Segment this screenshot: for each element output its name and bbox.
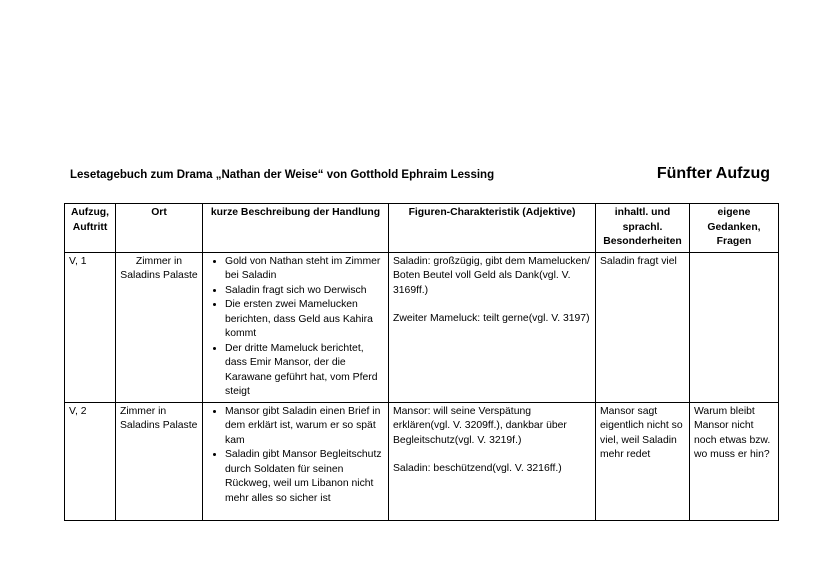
header-language: inhaltl. und sprachl. Besonderheiten	[596, 204, 690, 253]
list-item: • Saladin fragt sich wo Derwisch	[225, 284, 384, 299]
cell-place: Zimmer in Saladins Palaste	[116, 252, 203, 402]
list-item: • Saladin gibt Mansor Begleitschutz durch Soldaten für seinen Rückweg, weil um Libanon nicht mehr alles so sicher ist	[225, 448, 384, 506]
cell-plot	[203, 402, 389, 520]
table-row	[65, 402, 779, 520]
plot-list	[207, 405, 384, 507]
header-characteristics: Figuren-Charakteristik (Adjektive)	[389, 204, 596, 253]
act-heading: Fünfter Aufzug	[656, 165, 770, 182]
cell-own-thoughts: Warum bleibt Mansor nicht noch etwas bzw. wo muss er hin?	[690, 402, 779, 520]
char-entry: Saladin: beschützend(vgl. V. 3216ff.)	[393, 463, 562, 474]
list-item: • Der dritte Mameluck berichtet, dass Emir Mansor, der die Karawane geführt hat, vom Pferd steigt	[225, 342, 384, 400]
cell-place: Zimmer in Saladins Palaste	[116, 402, 203, 520]
header-place: Ort	[116, 204, 203, 253]
cell-characteristics	[389, 252, 596, 402]
cell-language: Saladin fragt viel	[596, 252, 690, 402]
list-item: • Gold von Nathan steht im Zimmer bei Saladin	[225, 255, 384, 284]
cell-characteristics	[389, 402, 596, 520]
list-item: • Mansor gibt Saladin einen Brief in dem erklärt ist, warum er so spät kam	[225, 405, 384, 449]
header-scene: Aufzug, Auftritt	[65, 204, 116, 253]
table-header-row	[65, 204, 779, 253]
header-plot: kurze Beschreibung der Handlung	[203, 204, 389, 253]
cell-scene: V, 1	[65, 252, 116, 402]
header-own-thoughts: eigene Gedanken, Fragen	[690, 204, 779, 253]
cell-scene: V, 2	[65, 402, 116, 520]
char-entry: Mansor: will seine Verspätung erklären(vgl. V. 3209ff.), dankbar über Begleitschutz(vgl. V. 3219f.)	[393, 405, 567, 446]
char-entry: Saladin: großzügig, gibt dem Mamelucken/ Boten Beutel voll Geld als Dank(vgl. V. 3169ff.)	[393, 255, 590, 296]
cell-language: Mansor sagt eigentlich nicht so viel, weil Saladin mehr redet	[596, 402, 690, 520]
reading-diary-table	[64, 203, 779, 521]
plot-list	[207, 255, 384, 400]
cell-own-thoughts	[690, 252, 779, 402]
cell-plot	[203, 252, 389, 402]
list-item: • Die ersten zwei Mamelucken berichten, dass Geld aus Kahira kommt	[225, 298, 384, 342]
table-row	[65, 252, 779, 402]
char-entry: Zweiter Mameluck: teilt gerne(vgl. V. 3197)	[393, 313, 590, 324]
document-title: Lesetagebuch zum Drama „Nathan der Weise“ von Gotthold Ephraim Lessing	[70, 169, 495, 181]
